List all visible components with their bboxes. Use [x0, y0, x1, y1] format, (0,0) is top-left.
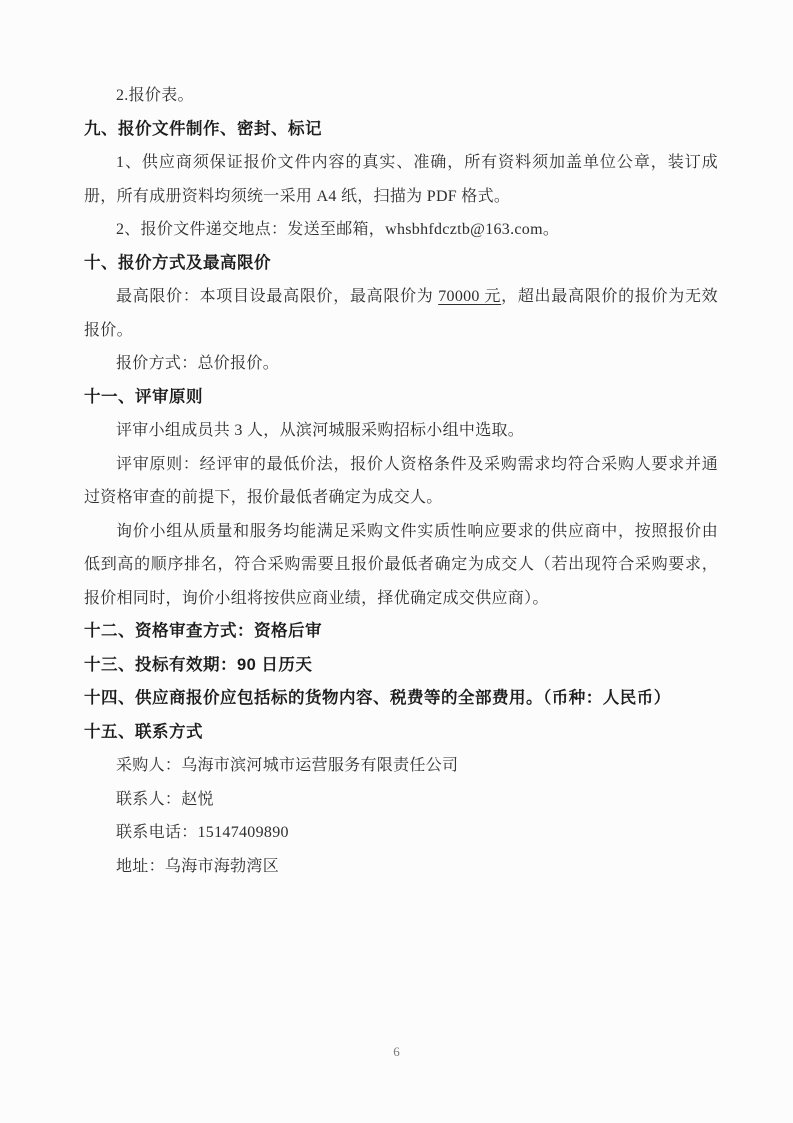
max-price-text-after: ，超出最高限价的报价为无效报价。	[84, 288, 718, 339]
contact-person-line: 联系人：赵悦	[116, 790, 214, 808]
section-14-heading: 十四、供应商报价应包括标的货物内容、税费等的全部费用。（币种：人民币）	[84, 689, 671, 707]
section-11-paragraph-3: 询价小组从质量和服务均能满足采购文件实质性响应要求的供应商中，按照报价由低到高的顺序排名，符合采购需要且报价最低者确定为成交人（若出现符合采购要求，报价相同时，询价小组将按供应商业绩，择优确定成交供应商）。	[84, 522, 718, 607]
section-12-heading: 十二、资格审查方式：资格后审	[84, 622, 322, 640]
section-10-paragraph-max-price	[84, 280, 718, 347]
list-item-quotation-table: 2.报价表。	[116, 87, 194, 104]
section-10-heading: 十、报价方式及最高限价	[84, 253, 271, 272]
page-number: 6	[393, 1044, 400, 1059]
section-15-heading: 十五、联系方式	[84, 722, 203, 741]
max-price-value: 70000 元	[438, 288, 502, 305]
section-9-heading: 九、报价文件制作、密封、标记	[84, 119, 322, 138]
contact-address-line: 地址：乌海市海勃湾区	[116, 857, 280, 875]
section-11-paragraph-2: 评审原则：经评审的最低价法，报价人资格条件及采购需求均符合采购人要求并通过资格审查的前提下，报价最低者确定为成交人。	[84, 455, 718, 506]
section-9-paragraph-2: 2、报价文件递交地点：发送至邮箱，whsbhfdcztb@163.com。	[116, 221, 560, 238]
contact-phone-line: 联系电话：15147409890	[116, 824, 289, 841]
section-11-heading: 十一、评审原则	[84, 387, 203, 406]
section-10-paragraph-quote-method: 报价方式：总价报价。	[116, 355, 280, 372]
section-11-paragraph-1: 评审小组成员共 3 人，从滨河城服采购招标小组中选取。	[116, 422, 525, 439]
max-price-text-before: 最高限价：本项目设最高限价，最高限价为	[116, 288, 439, 305]
section-9-paragraph-1: 1、供应商须保证报价文件内容的真实、准确，所有资料须加盖单位公章，装订成册，所有成册资料均须统一采用 A4 纸，扫描为 PDF 格式。	[84, 154, 718, 205]
section-13-heading: 十三、投标有效期：90 日历天	[84, 655, 313, 674]
contact-buyer-line: 采购人：乌海市滨河城市运营服务有限责任公司	[116, 757, 459, 774]
